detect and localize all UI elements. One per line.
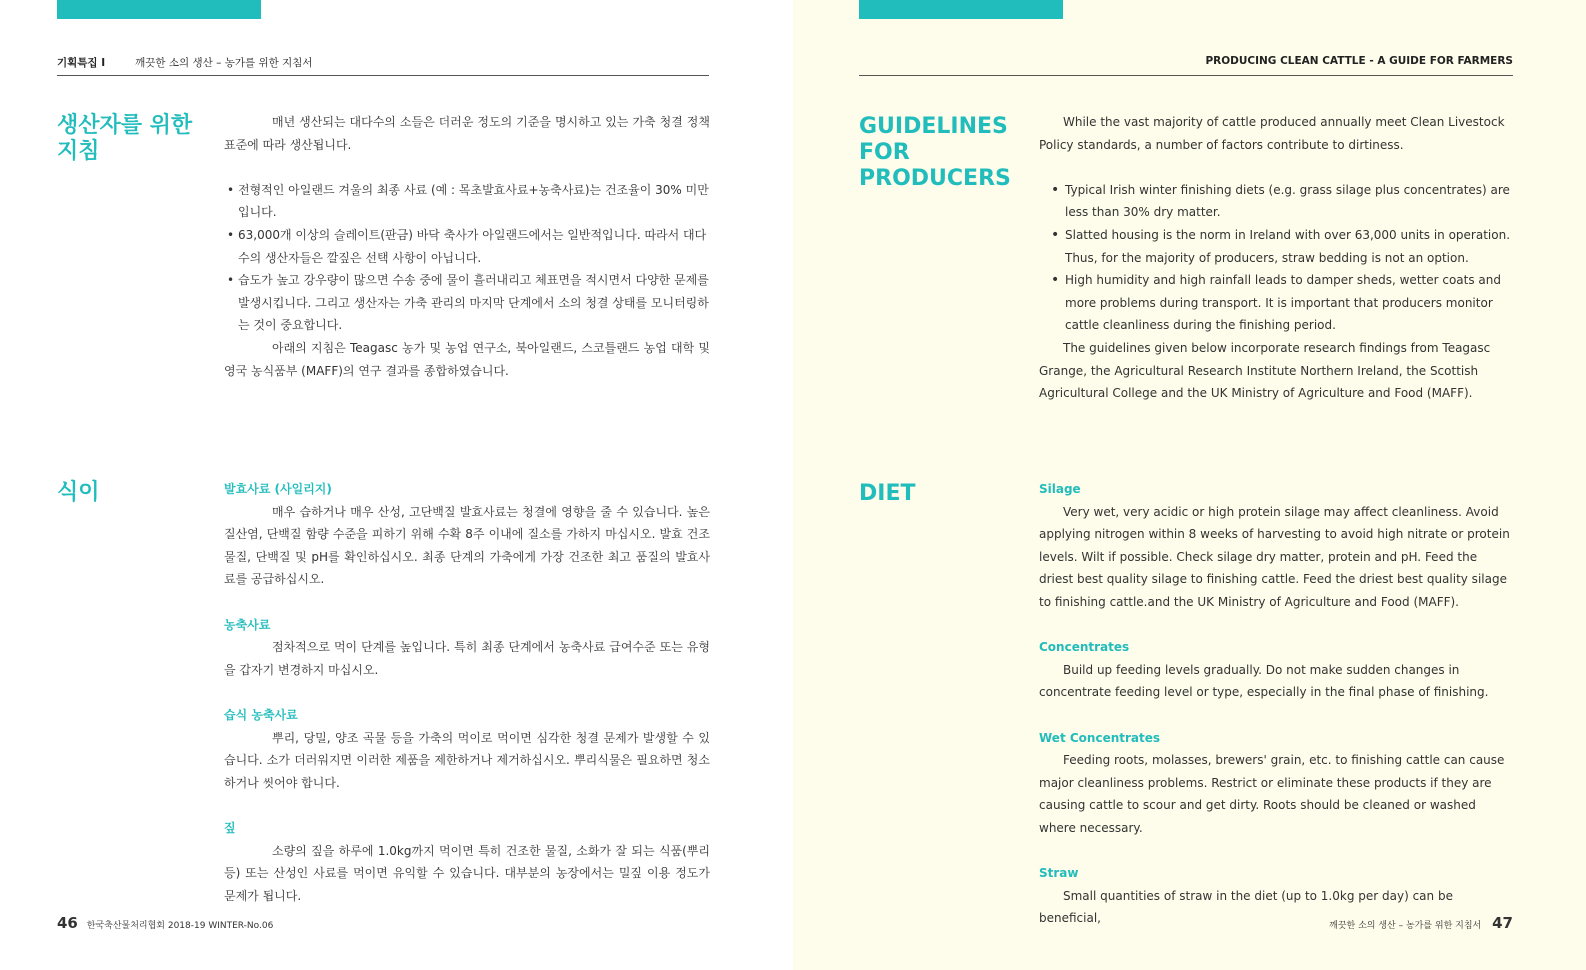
subheading: Concentrates — [1039, 640, 1130, 655]
paragraph: 소량의 짚을 하루에 1.0kg까지 먹이면 특히 건조한 물질, 소화가 잘 되는 식품(뿌리 등) 또는 산성인 사료를 먹이면 유익할 수 있습니다. 대부분의 농장에서는 밀짚 이용 정도가 문제가 됩니다. — [224, 843, 710, 903]
list-item: • High humidity and high rainfall leads to damper sheds, wetter coats and more problems during transport. It is important that producers monitor cattle cleanliness during the finishing period. — [1039, 269, 1515, 337]
subheading: 습식 농축사료 — [224, 707, 298, 722]
section-title: 식이 — [57, 480, 100, 505]
diet-body — [224, 478, 710, 907]
section-title: 생산자를 위한 지침 — [57, 113, 193, 164]
paragraph: Very wet, very acidic or high protein silage may affect cleanliness. Avoid applying nitrogen within 8 weeks of harvesting to avoid high nitrate or protein levels. Wilt if possible. Check silage dry matter, protein and pH. Feed the driest best quality silage to finishing cattle. Feed the driest best quality silage to finishing cattle.and the UK Ministry of Agriculture and Food (MAFF). — [1039, 504, 1510, 609]
running-header: PRODUCING CLEAN CATTLE - A GUIDE FOR FARMERS — [1205, 55, 1513, 67]
subheading: 발효사료 (사일리지) — [224, 482, 332, 496]
running-header — [57, 55, 313, 70]
section-title: GUIDELINES FOR PRODUCERS — [859, 114, 1011, 191]
diet-item — [1039, 478, 1515, 614]
header-label: 기획특집 I — [57, 57, 106, 69]
header-tab-bar — [859, 0, 1063, 19]
outro-paragraph: The guidelines given below incorporate research findings from Teagasc Grange, the Agricultural Research Institute Northern Ireland, the Scottish Agricultural College and the UK Ministry of Agriculture and Food (MAFF). — [1039, 340, 1491, 401]
paragraph: 매우 습하거나 매우 산성, 고단백질 발효사료는 청결에 영향을 줄 수 있습니다. 높은 질산염, 단백질 함량 수준을 피하기 위해 수확 8주 이내에 질소를 가하지 마십시오. 발효 건조 물질, 단백질 및 pH를 확인하십시오. 최종 단계의 가축에게 가장 건조한 최고 품질의 발효사료를 공급하십시오. — [224, 504, 710, 587]
paragraph: Feeding roots, molasses, brewers' grain, etc. to finishing cattle can cause major cleanliness problems. Restrict or eliminate these products if they are causing cattle to scour and get dirty. Roots should be cleaned or washed where necessary. — [1039, 753, 1505, 835]
paragraph: 점차적으로 먹이 단계를 높입니다. 특히 최종 단계에서 농축사료 급여수준 또는 유형을 갑자기 변경하지 마십시오. — [224, 640, 710, 677]
list-item: • 63,000개 이상의 슬레이트(판금) 바닥 축사가 아일랜드에서는 일반적입니다. 따라서 대다수의 생산자들은 깔짚은 선택 사항이 아닙니다. — [224, 224, 710, 269]
paragraph: 뿌리, 당밀, 양조 곡물 등을 가축의 먹이로 먹이면 심각한 청결 문제가 발생할 수 있습니다. 소가 더러워지면 이러한 제품을 제한하거나 제거하십시오. 뿌리식물은 필요하면 청소하거나 씻어야 합니다. — [224, 730, 710, 790]
header-tab-bar — [57, 0, 261, 19]
header-rule — [859, 75, 1513, 76]
right-page — [793, 0, 1586, 970]
intro-paragraph: 매년 생산되는 대다수의 소들은 더러운 정도의 기준을 명시하고 있는 가축 청결 정책 표준에 따라 생산됩니다. — [224, 115, 710, 152]
intro-paragraph: While the vast majority of cattle produced annually meet Clean Livestock Policy standards, a number of factors contribute to dirtiness. — [1039, 115, 1505, 152]
section-title: DIET — [859, 481, 916, 506]
subheading: 농축사료 — [224, 617, 271, 632]
section-body — [224, 111, 710, 382]
page-footer — [1329, 914, 1513, 932]
subheading: Wet Concentrates — [1039, 730, 1161, 745]
diet-item — [1039, 636, 1515, 704]
diet-body — [1039, 478, 1515, 930]
list-item: • 습도가 높고 강우량이 많으면 수송 중에 물이 흘러내리고 체표면을 적시면서 다양한 문제를 발생시킵니다. 그리고 생산자는 가축 관리의 마지막 단계에서 소의 청결 상태를 모니터링하는 것이 중요합니다. — [224, 269, 710, 337]
bullet-list — [1039, 179, 1515, 337]
publication-name: 한국축산물처리협회 2018-19 WINTER-No.06 — [86, 921, 274, 931]
diet-item — [1039, 727, 1515, 840]
list-item: • Slatted housing is the norm in Ireland with over 63,000 units in operation. Thus, for the majority of producers, straw bedding is not an option. — [1039, 224, 1515, 269]
page-footer — [57, 914, 273, 932]
diet-item — [224, 704, 710, 794]
header-rule — [57, 75, 709, 76]
paragraph: Build up feeding levels gradually. Do not make sudden changes in concentrate feeding level or type, especially in the final phase of finishing. — [1039, 662, 1489, 700]
list-item: • 전형적인 아일랜드 겨울의 최종 사료 (예 : 목초발효사료+농축사료)는 건조율이 30% 미만입니다. — [224, 179, 710, 224]
header-subtitle: 깨끗한 소의 생산 – 농가를 위한 지침서 — [135, 57, 313, 69]
subheading: Straw — [1039, 866, 1079, 881]
bullet-list — [224, 179, 710, 337]
diet-item — [224, 817, 710, 907]
subheading: 짚 — [224, 820, 236, 835]
diet-item — [224, 614, 710, 682]
page-number: 47 — [1492, 914, 1513, 932]
list-item: • Typical Irish winter finishing diets (e.g. grass silage plus concentrates) are less than 30% dry matter. — [1039, 179, 1515, 224]
diet-item — [224, 478, 710, 591]
paragraph: Small quantities of straw in the diet (up to 1.0kg per day) can be beneficial, — [1039, 888, 1453, 926]
outro-paragraph: 아래의 지침은 Teagasc 농가 및 농업 연구소, 북아일랜드, 스코틀랜드 농업 대학 및 영국 농식품부 (MAFF)의 연구 결과를 종합하였습니다. — [224, 340, 710, 378]
publication-name: 깨끗한 소의 생산 – 농가를 위한 지침서 — [1329, 921, 1482, 931]
page-number: 46 — [57, 914, 78, 932]
subheading: Silage — [1039, 482, 1081, 496]
section-body — [1039, 111, 1515, 405]
